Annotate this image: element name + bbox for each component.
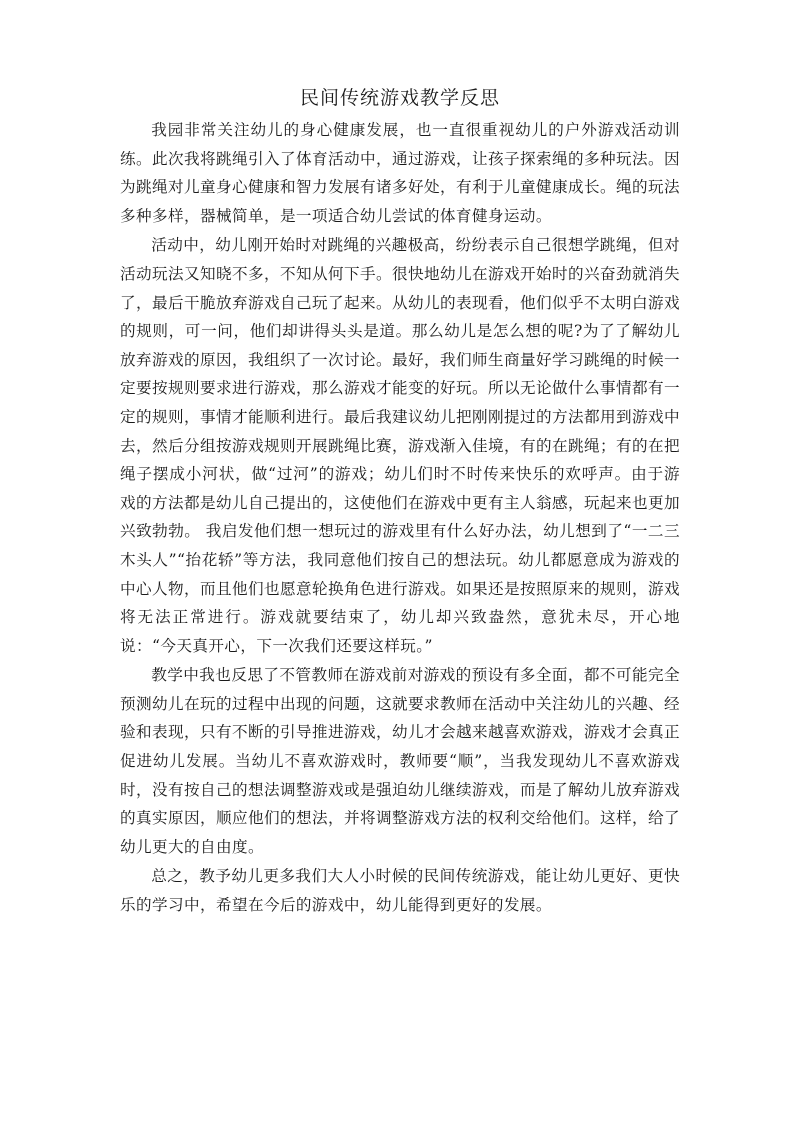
paragraph-activity: 活动中，幼儿刚开始时对跳绳的兴趣极高，纷纷表示自己很想学跳绳，但对活动玩法又知晓不多，不知从何下手。很快地幼儿在游戏开始时的兴奋劲就消失了，最后干脆放弃游戏自己玩了起来。从幼儿的表现看，他们似乎不太明白游戏的规则，可一问，他们却讲得头头是道。那么幼儿是怎么想的呢?为了了解幼儿放弃游戏的原因，我组织了一次讨论。最好，我们师生商量好学习跳绳的时候一定要按规则要求进行游戏，那么游戏才能变的好玩。所以无论做什么事情都有一定的规则，事情才能顺利进行。最后我建议幼儿把刚刚提过的方法都用到游戏中去，然后分组按游戏规则开展跳绳比赛，游戏渐入佳境，有的在跳绳；有的在把绳子摆成小河状，做“过河”的游戏；幼儿们时不时传来快乐的欢呼声。由于游戏的方法都是幼儿自己提出的，这使他们在游戏中更有主人翁感，玩起来也更加兴致勃勃。 我启发他们想一想玩过的游戏里有什么好办法，幼儿想到了“一二三木头人”“抬花轿”等方法，我同意他们按自己的想法玩。幼儿都愿意成为游戏的中心人物，而且他们也愿意轮换角色进行游戏。如果还是按照原来的规则，游戏将无法正常进行。游戏就要结束了，幼儿却兴致盎然，意犹未尽，开心地说：“今天真开心，下一次我们还要这样玩。”: [120, 236, 680, 655]
paragraph-reflection: 教学中我也反思了不管教师在游戏前对游戏的预设有多全面，都不可能完全预测幼儿在玩的过程中出现的问题，这就要求教师在活动中关注幼儿的兴趣、经验和表现，只有不断的引导推进游戏，幼儿才会越来越喜欢游戏，游戏才会真正促进幼儿发展。当幼儿不喜欢游戏时，教师要“顺”，当我发现幼儿不喜欢游戏时，没有按自己的想法调整游戏或是强迫幼儿继续游戏，而是了解幼儿放弃游戏的真实原因，顺应他们的想法，并将调整游戏方法的权利交给他们。这样，给了幼儿更大的自由度。: [120, 666, 680, 856]
paragraph-intro: 我园非常关注幼儿的身心健康发展，也一直很重视幼儿的户外游戏活动训练。此次我将跳绳引入了体育活动中，通过游戏，让孩子探索绳的多种玩法。因为跳绳对儿童身心健康和智力发展有诸多好处，有利于儿童健康成长。绳的玩法多种多样，器械简单，是一项适合幼儿尝试的体育健身运动。: [120, 121, 680, 225]
paragraph-conclusion: 总之，教予幼儿更多我们大人小时候的民间传统游戏，能让幼儿更好、更快乐的学习中，希望在今后的游戏中，幼儿能得到更好的发展。: [120, 867, 680, 915]
document-title: 民间传统游戏教学反思: [299, 87, 500, 109]
document-page: [120, 84, 680, 921]
